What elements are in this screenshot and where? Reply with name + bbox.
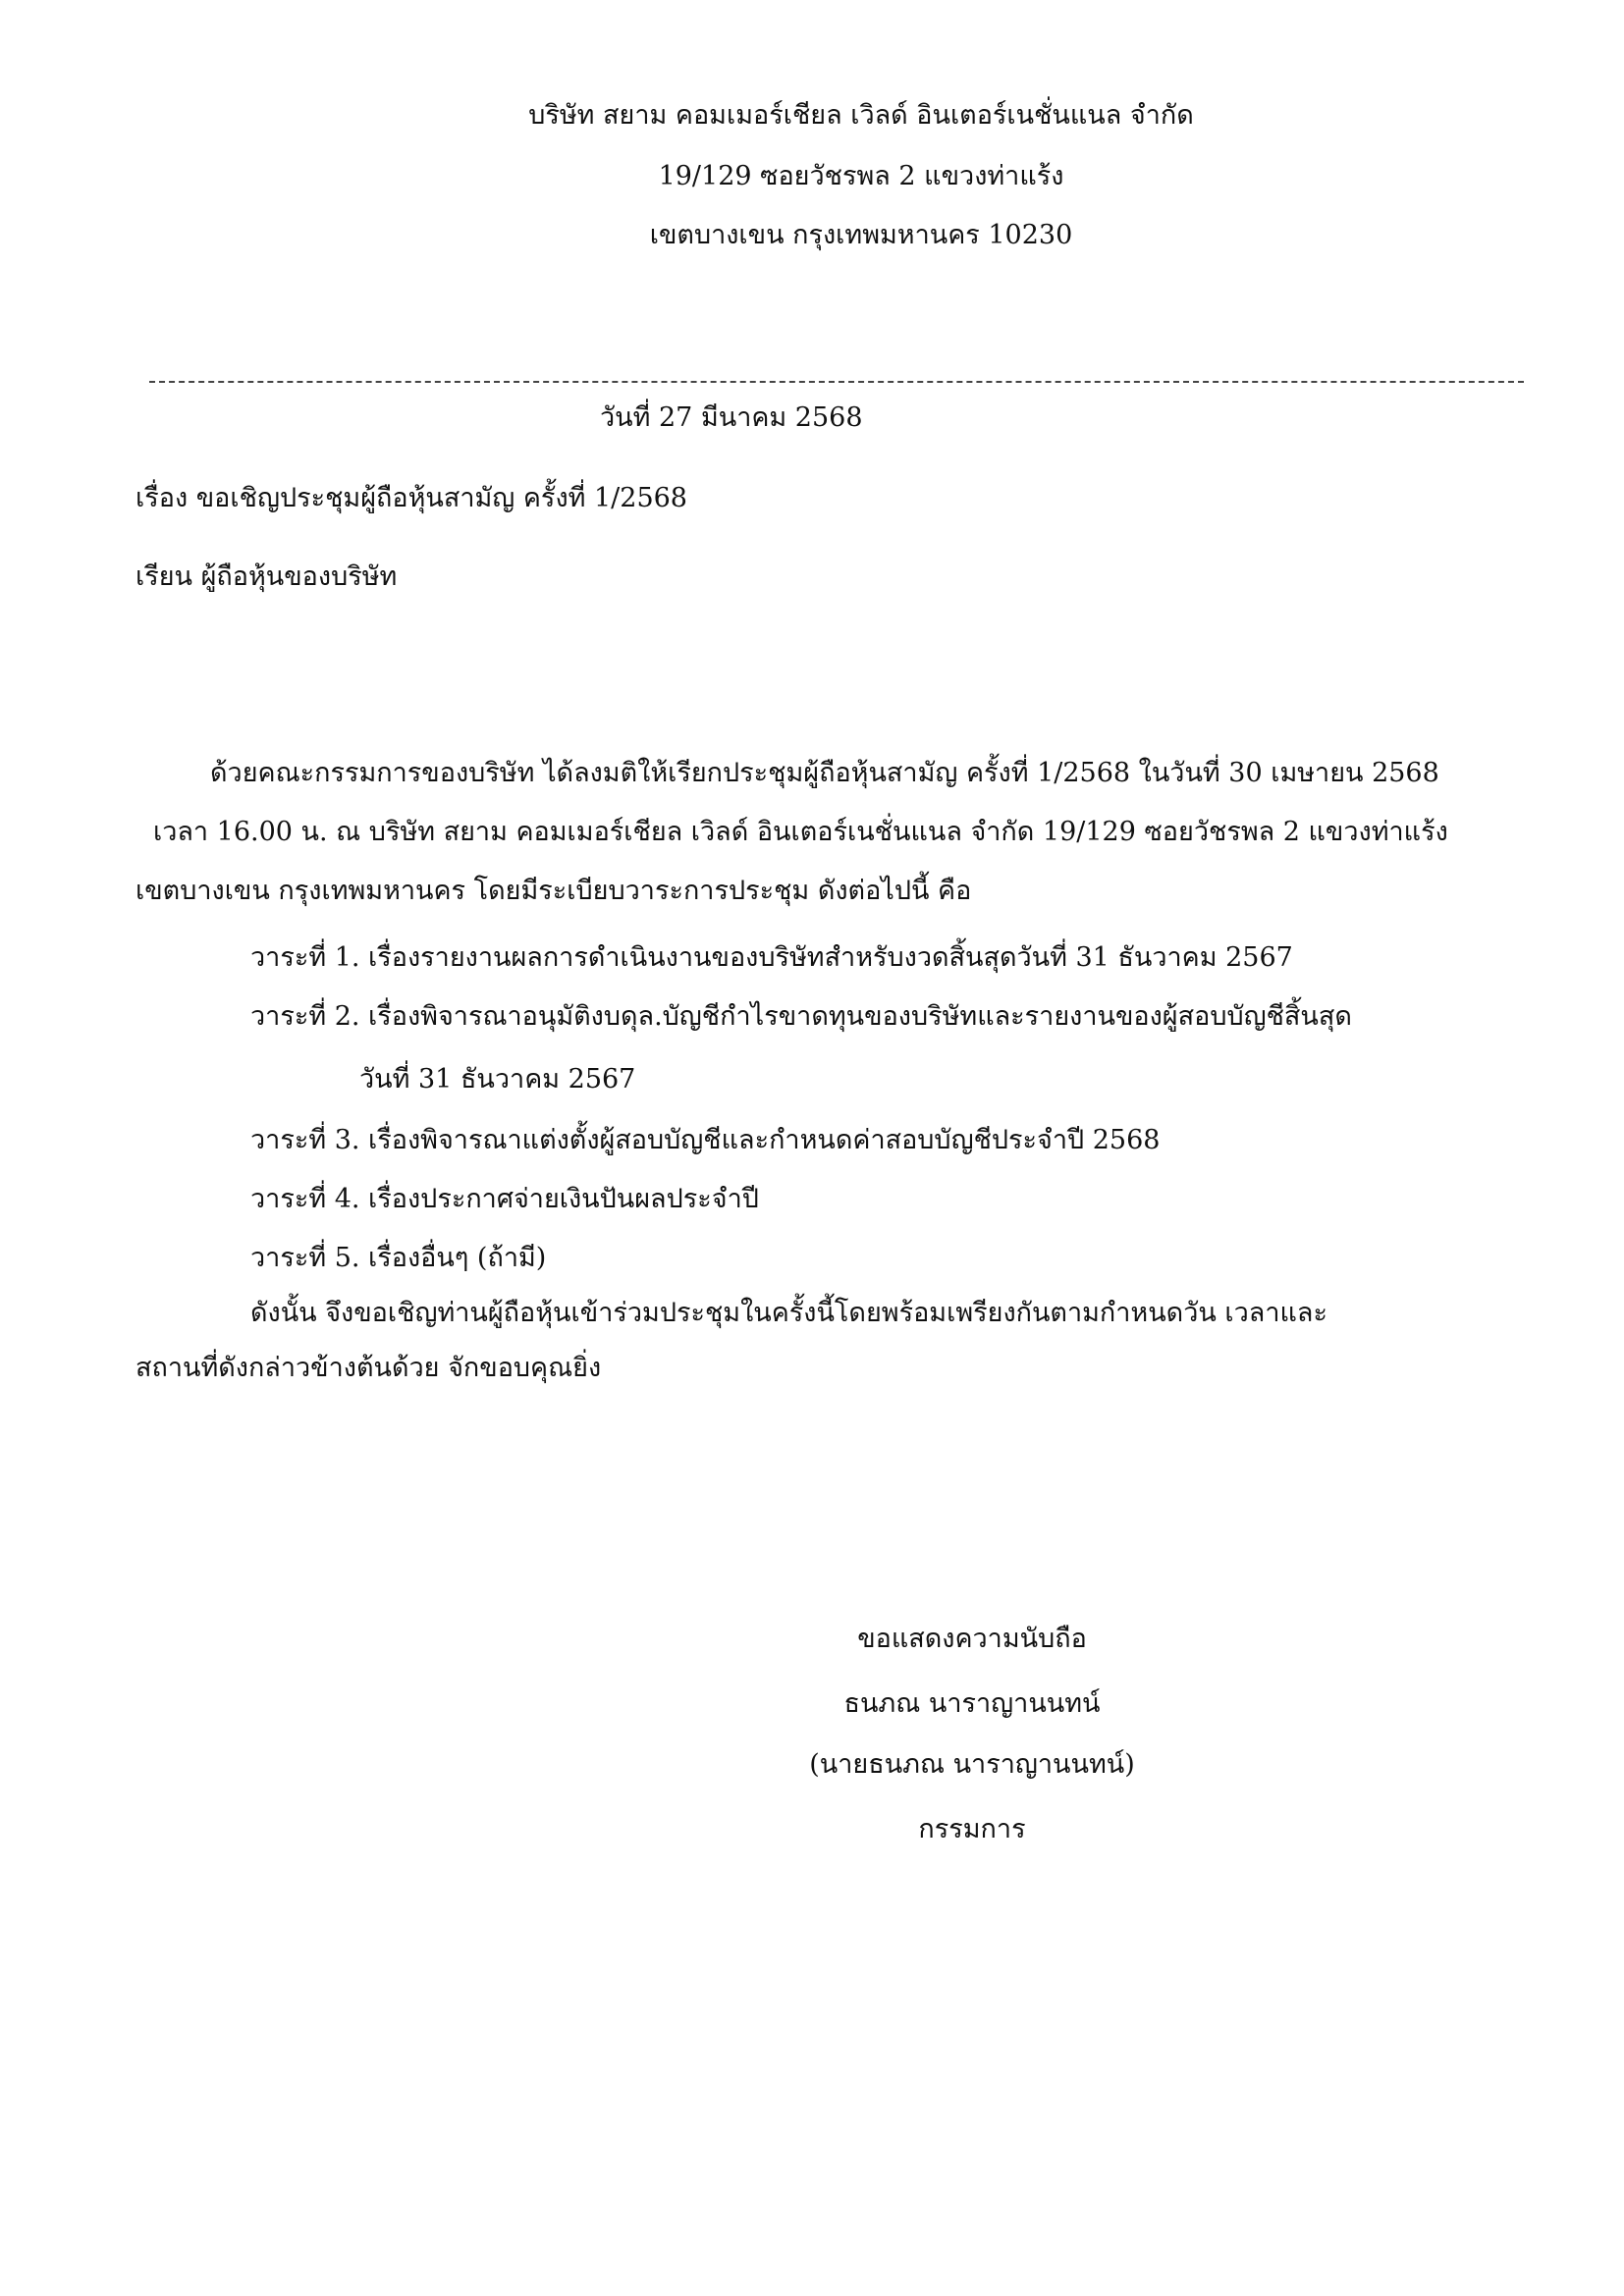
body-paragraph-line-3: เขตบางเขน กรุงเทพมหานคร โดยมีระเบียบวาระการประชุม ดังต่อไปนี้ คือ (135, 876, 972, 906)
agenda-item-1: วาระที่ 1. เรื่องรายงานผลการดำเนินงานของบริษัทสำหรับงวดสิ้นสุดวันที่ 31 ธันวาคม 2567 (250, 942, 1293, 973)
address-line-2: เขตบางเขน กรุงเทพมหานคร 10230 (649, 220, 1073, 250)
header-divider (149, 381, 1524, 383)
signature-printed-name: (นายธนภณ นาราญานนทน์) (809, 1749, 1135, 1780)
signature-salutation: ขอแสดงความนับถือ (857, 1624, 1087, 1654)
closing-line-1: ดังนั้น จึงขอเชิญท่านผู้ถือหุ้นเข้าร่วมประชุมในครั้งนี้โดยพร้อมเพรียงกันตามกำหนดวัน เวลาและ (250, 1298, 1327, 1328)
closing-line-2: สถานที่ดังกล่าวข้างต้นด้วย จักขอบคุณยิ่ง (135, 1353, 602, 1383)
agenda-item-2-continuation: วันที่ 31 ธันวาคม 2567 (359, 1064, 636, 1095)
company-name: บริษัท สยาม คอมเมอร์เชียล เวิลด์ อินเตอร์เนชั่นแนล จำกัด (528, 100, 1194, 131)
agenda-item-2: วาระที่ 2. เรื่องพิจารณาอนุมัติงบดุล.บัญชีกำไรขาดทุนของบริษัทและรายงานของผู้สอบบัญชีสิ้นสุด (250, 1001, 1352, 1032)
body-paragraph-line-1: ด้วยคณะกรรมการของบริษัท ได้ลงมติให้เรียกประชุมผู้ถือหุ้นสามัญ ครั้งที่ 1/2568 ในวันที่ 30 เมษายน 2568 (210, 758, 1439, 788)
agenda-item-3: วาระที่ 3. เรื่องพิจารณาแต่งตั้งผู้สอบบัญชีและกำหนดค่าสอบบัญชีประจำปี 2568 (250, 1125, 1161, 1155)
letter-subject: เรื่อง ขอเชิญประชุมผู้ถือหุ้นสามัญ ครั้งที่ 1/2568 (135, 483, 687, 513)
agenda-item-5: วาระที่ 5. เรื่องอื่นๆ (ถ้ามี) (250, 1243, 547, 1273)
body-paragraph-line-2: เวลา 16.00 น. ณ บริษัท สยาม คอมเมอร์เชียล เวิลด์ อินเตอร์เนชั่นแนล จำกัด 19/129 ซอยวัชรพล 2 แขวงท่าแร้ง (153, 817, 1448, 847)
address-line-1: 19/129 ซอยวัชรพล 2 แขวงท่าแร้ง (658, 161, 1064, 191)
letter-recipient: เรียน ผู้ถือหุ้นของบริษัท (135, 561, 398, 592)
signature-name: ธนภณ นาราญานนทน์ (843, 1688, 1101, 1719)
letter-date: วันที่ 27 มีนาคม 2568 (600, 402, 863, 433)
signature-position: กรรมการ (918, 1814, 1026, 1844)
agenda-item-4: วาระที่ 4. เรื่องประกาศจ่ายเงินปันผลประจำปี (250, 1184, 759, 1214)
